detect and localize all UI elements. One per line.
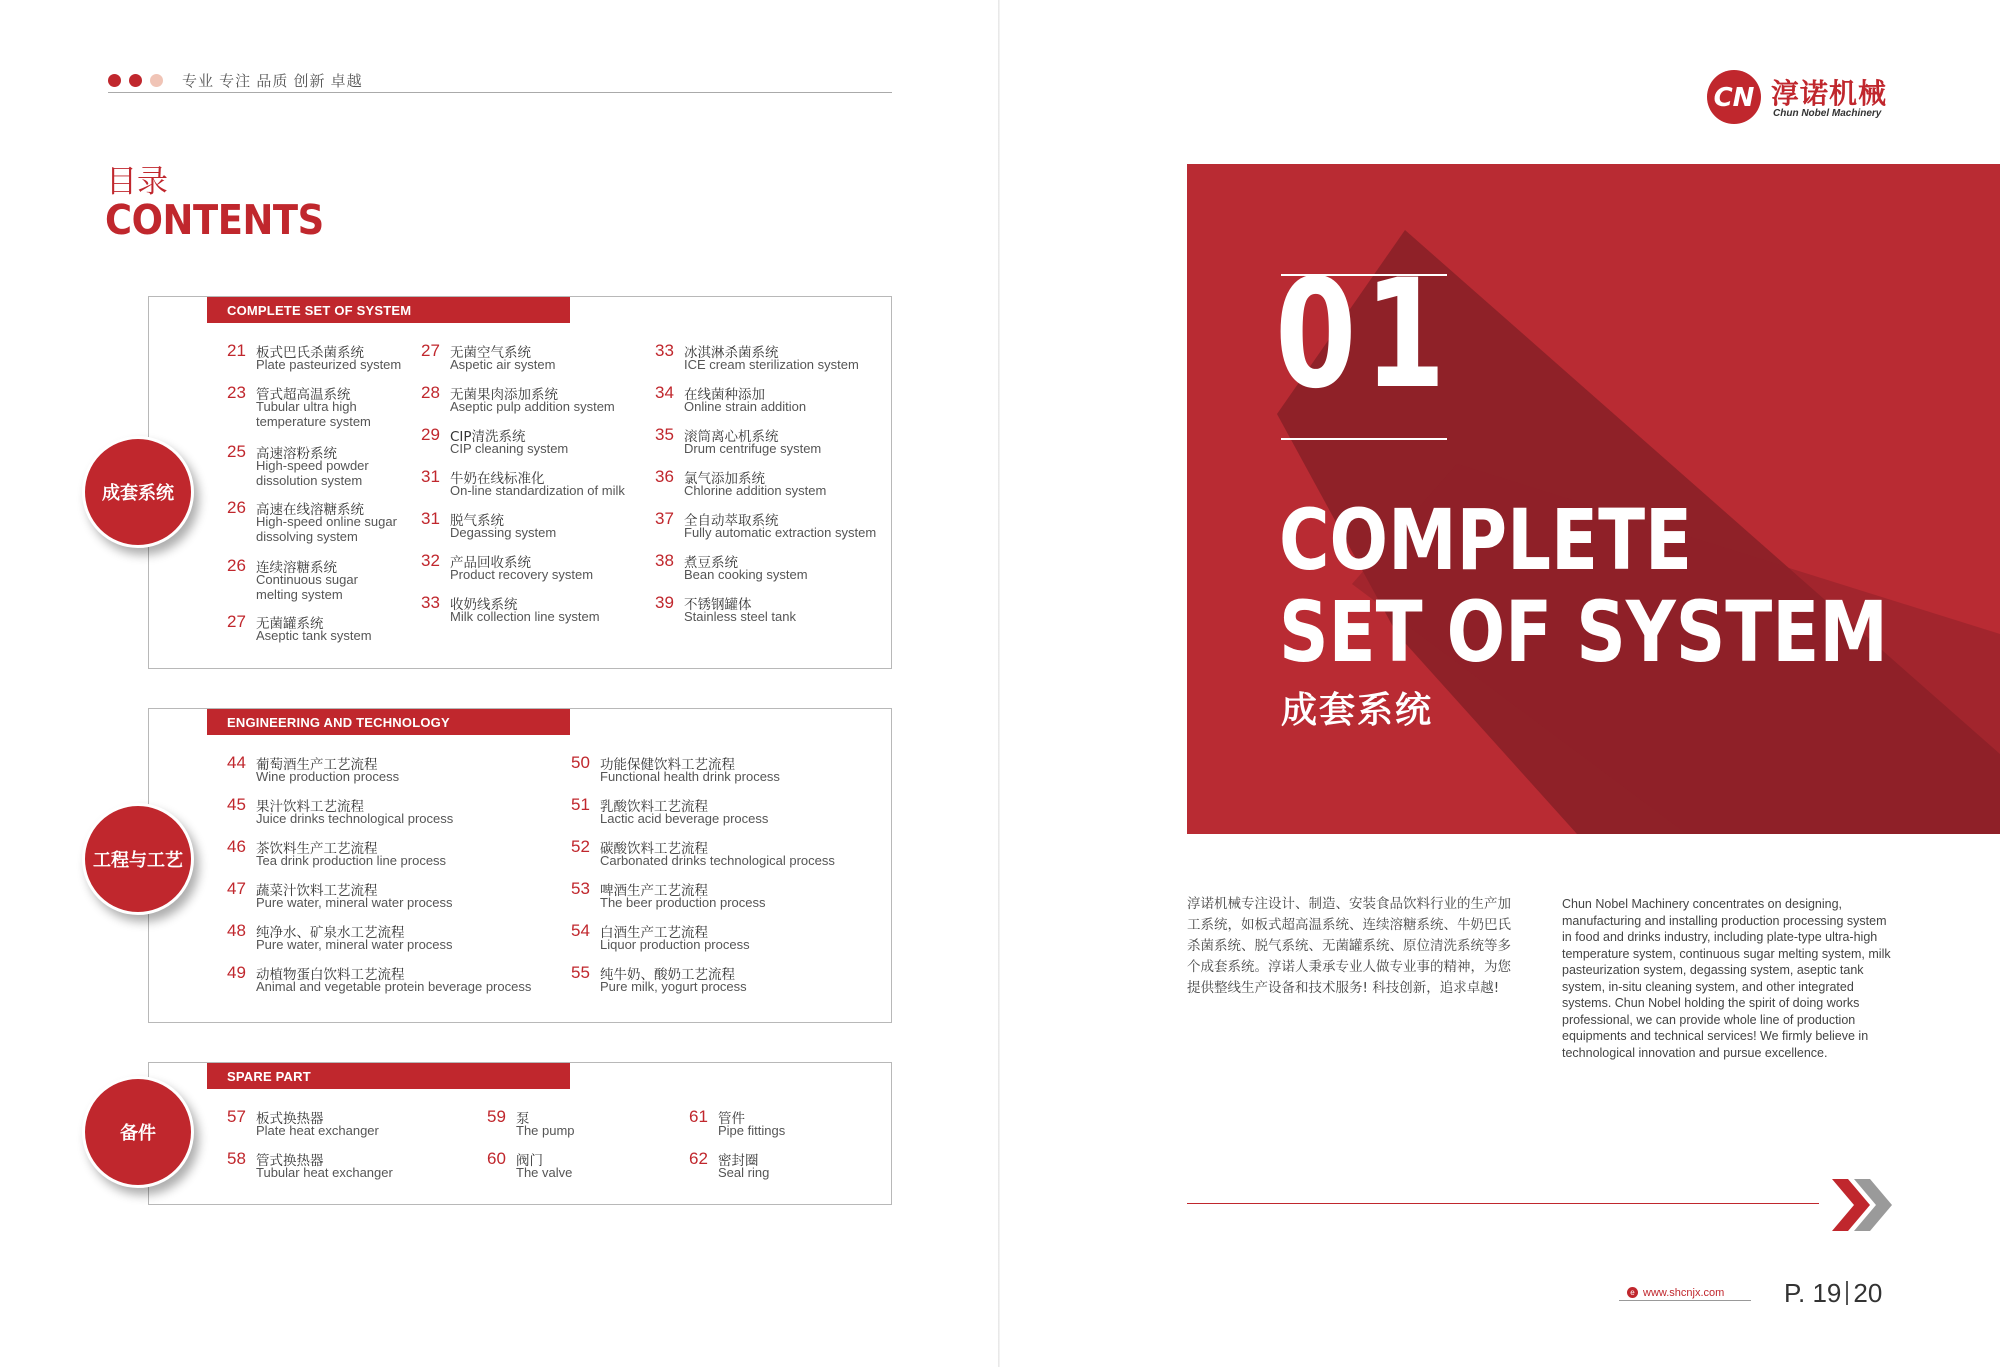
- toc-page-number: 21: [227, 341, 246, 360]
- toc-title-cn: 动植物蛋白饮料工艺流程: [256, 967, 405, 983]
- toc-page-number: 49: [227, 963, 246, 982]
- toc-page-number: 36: [655, 467, 674, 486]
- toc-title-en: Wine production process: [256, 769, 400, 784]
- toc-title-cn: 收奶线系统: [450, 597, 518, 613]
- toc-title-en: ICE cream sterilization system: [684, 357, 859, 372]
- toc-title-cn: 氯气添加系统: [684, 471, 765, 487]
- toc-title-en: Animal and vegetable protein beverage process: [256, 979, 532, 994]
- dot-1: [108, 74, 121, 87]
- toc-title-en: Carbonated drinks technological process: [600, 853, 835, 868]
- toc-title-cn: 在线菌种添加: [684, 387, 765, 403]
- toc-title-en: Drum centrifuge system: [684, 441, 822, 456]
- toc-page-number: 53: [571, 879, 590, 898]
- toc-title-cn: 管式换热器: [256, 1153, 324, 1169]
- toc-title-cn: 纯牛奶、酸奶工艺流程: [600, 967, 735, 983]
- footer-rule: [1187, 1203, 1819, 1204]
- toc-page-number: 34: [655, 383, 674, 402]
- toc-title-en: Tubular heat exchanger: [256, 1165, 393, 1180]
- toc-page-number: 61: [689, 1107, 708, 1126]
- section-spare-part: [148, 1062, 892, 1205]
- toc-page-number: 47: [227, 879, 246, 898]
- toc-title-cn: 泵: [516, 1111, 530, 1127]
- toc-page-number: 39: [655, 593, 674, 612]
- toc-title-en: High-speed online sugar dissolving system: [256, 514, 397, 544]
- toc-title-en: Lactic acid beverage process: [600, 811, 769, 826]
- toc-page-number: 50: [571, 753, 590, 772]
- toc-page-number: 27: [227, 612, 246, 631]
- toc-title-cn: 板式换热器: [256, 1111, 324, 1127]
- contents-title-cn: 目录: [106, 164, 168, 200]
- header-dots: [108, 74, 163, 87]
- toc-title-cn: 滚筒离心机系统: [684, 429, 779, 445]
- toc-page-number: 58: [227, 1149, 246, 1168]
- toc-page-number: 23: [227, 383, 246, 402]
- toc-title-cn: 高速溶粉系统: [256, 446, 337, 462]
- toc-title-en: Liquor production process: [600, 937, 750, 952]
- toc-page-number: 33: [655, 341, 674, 360]
- toc-page-number: 55: [571, 963, 590, 982]
- website-url-text: www.shcnjx.com: [1643, 1286, 1725, 1299]
- toc-title-cn: 管件: [718, 1111, 745, 1127]
- toc-title-cn: 乳酸饮料工艺流程: [600, 799, 708, 815]
- toc-page-number: 44: [227, 753, 246, 772]
- toc-title-cn: 冰淇淋杀菌系统: [684, 345, 779, 361]
- section-circle-spare-part: 备件: [82, 1076, 194, 1188]
- toc-title-en: Online strain addition: [684, 399, 807, 414]
- toc-title-cn: 煮豆系统: [684, 555, 738, 571]
- description-en: Chun Nobel Machinery concentrates on designing, manufacturing and installing production processing system in food and drinks industry, including plate-type ultra-high temperature system, continuous sugar melting system, milk pasteurization system, degassing system, aseptic tank system, in-situ cleaning system, and other integrated systems. Chun Nobel holding the spirit of doing works professional, we can provide whole line of production equipments and technical services! We firmly believe in technological innovation and pursue excellence.: [1562, 897, 1891, 1060]
- toc-title-cn: 阀门: [516, 1153, 543, 1169]
- contents-title-en: CONTENTS: [105, 196, 324, 244]
- page-right-number: 20: [1853, 1278, 1883, 1308]
- logo-mark-icon: [1705, 68, 1763, 126]
- toc-title-cn: 连续溶糖系统: [256, 560, 337, 576]
- toc-title-en: The pump: [516, 1123, 575, 1138]
- toc-page-number: 31: [421, 509, 440, 528]
- toc-page-number: 51: [571, 795, 590, 814]
- section-circle-complete-system: 成套系统: [82, 436, 194, 548]
- section-complete-system: [148, 296, 892, 669]
- toc-title-cn: 无菌罐系统: [256, 616, 324, 632]
- toc-title-cn: 果汁饮料工艺流程: [256, 799, 364, 815]
- section-tab: ENGINEERING AND TECHNOLOGY: [207, 709, 570, 735]
- toc-title-cn: 碳酸饮料工艺流程: [600, 841, 708, 857]
- toc-title-en: Aseptic pulp addition system: [450, 399, 615, 414]
- toc-title-en: Fully automatic extraction system: [684, 525, 877, 540]
- toc-title-en: Juice drinks technological process: [256, 811, 454, 826]
- section-engineering: [148, 708, 892, 1023]
- toc-title-en: Bean cooking system: [684, 567, 808, 582]
- toc-title-cn: 啤酒生产工艺流程: [600, 883, 708, 899]
- page-prefix: P.: [1784, 1278, 1806, 1308]
- toc-page-number: 62: [689, 1149, 708, 1168]
- toc-page-number: 38: [655, 551, 674, 570]
- dot-3: [150, 74, 163, 87]
- hero-rule-bottom: [1281, 438, 1447, 440]
- toc-title-cn: 白酒生产工艺流程: [600, 925, 708, 941]
- toc-page-number: 26: [227, 556, 246, 575]
- toc-page-number: 33: [421, 593, 440, 612]
- toc-title-cn: 纯净水、矿泉水工艺流程: [256, 925, 405, 941]
- logo-name-cn: 淳诺机械: [1771, 77, 1888, 110]
- hero-number: 01: [1275, 248, 1454, 422]
- toc-page-number: 26: [227, 498, 246, 517]
- toc-title-cn: 无菌空气系统: [450, 345, 531, 361]
- toc-title-en: Continuous sugar melting system: [256, 572, 358, 602]
- toc-title-cn: 全自动萃取系统: [684, 513, 779, 529]
- toc-page-number: 59: [487, 1107, 506, 1126]
- toc-title-cn: 板式巴氏杀菌系统: [256, 345, 364, 361]
- slogan: 专业 专注 品质 创新 卓越: [182, 73, 363, 90]
- toc-title-en: Aspetic air system: [450, 357, 556, 372]
- toc-title-en: Seal ring: [718, 1165, 770, 1180]
- toc-title-en: Pure water, mineral water process: [256, 937, 453, 952]
- toc-title-cn: CIP清洗系统: [450, 429, 526, 445]
- toc-page-number: 28: [421, 383, 440, 402]
- toc-title-cn: 无菌果肉添加系统: [450, 387, 558, 403]
- toc-title-en: Plate heat exchanger: [256, 1123, 379, 1138]
- section-circle-engineering: 工程与工艺: [82, 803, 194, 915]
- toc-title-en: Stainless steel tank: [684, 609, 797, 624]
- section-tab: COMPLETE SET OF SYSTEM: [207, 297, 570, 323]
- toc-title-en: Pure milk, yogurt process: [600, 979, 747, 994]
- dot-2: [129, 74, 142, 87]
- description-cn: 淳诺机械专注设计、制造、安装食品饮料行业的生产加工系统，如板式超高温系统、连续溶糖系统、牛奶巴氏杀菌系统、脱气系统、无菌罐系统、原位清洗系统等多个成套系统。淳诺人秉承专业人做专业事的精神，为您提供整线生产设备和技术服务! 科技创新，追求卓越!: [1187, 896, 1511, 996]
- toc-title-en: On-line standardization of milk: [450, 483, 625, 498]
- toc-title-cn: 脱气系统: [450, 513, 504, 529]
- toc-page-number: 25: [227, 442, 246, 461]
- toc-title-en: Milk collection line system: [450, 609, 600, 624]
- logo-mark-text: CN: [1713, 83, 1755, 113]
- toc-title-en: Pure water, mineral water process: [256, 895, 453, 910]
- toc-page-number: 60: [487, 1149, 506, 1168]
- toc-title-cn: 高速在线溶糖系统: [256, 502, 364, 518]
- hero-subtitle-cn: 成套系统: [1281, 690, 1434, 731]
- section-tab: SPARE PART: [207, 1063, 570, 1089]
- toc-title-en: Functional health drink process: [600, 769, 780, 784]
- toc-title-cn: 蔬菜汁饮料工艺流程: [256, 883, 378, 899]
- toc-title-cn: 不锈钢罐体: [684, 597, 752, 613]
- toc-title-cn: 葡萄酒生产工艺流程: [256, 757, 378, 773]
- double-chevron-right-icon: [1830, 1177, 1894, 1233]
- toc-page-number: 32: [421, 551, 440, 570]
- toc-title-cn: 茶饮料生产工艺流程: [256, 841, 378, 857]
- toc-title-en: Aseptic tank system: [256, 628, 372, 643]
- toc-page-number: 54: [571, 921, 590, 940]
- logo-name-en: Chun Nobel Machinery: [1773, 108, 1882, 119]
- header-rule: [108, 92, 892, 93]
- hero-banner: [1187, 164, 2000, 834]
- toc-page-number: 29: [421, 425, 440, 444]
- toc-page-number: 57: [227, 1107, 246, 1126]
- toc-title-en: Tubular ultra high temperature system: [256, 399, 371, 429]
- toc-page-number: 37: [655, 509, 674, 528]
- toc-page-number: 52: [571, 837, 590, 856]
- toc-title-en: Degassing system: [450, 525, 557, 540]
- company-logo: [1705, 68, 1895, 124]
- globe-icon: e: [1627, 1287, 1638, 1298]
- toc-title-cn: 功能保健饮料工艺流程: [600, 757, 735, 773]
- hero-title: COMPLETE SET OF SYSTEM: [1279, 491, 1888, 681]
- toc-title-en: CIP cleaning system: [450, 441, 569, 456]
- toc-page-number: 31: [421, 467, 440, 486]
- toc-page-number: 46: [227, 837, 246, 856]
- toc-title-en: Pipe fittings: [718, 1123, 786, 1138]
- toc-title-cn: 牛奶在线标准化: [450, 471, 545, 487]
- toc-title-en: Chlorine addition system: [684, 483, 827, 498]
- website-url[interactable]: [1619, 1281, 1751, 1301]
- toc-title-cn: 管式超高温系统: [256, 387, 351, 403]
- toc-page-number: 27: [421, 341, 440, 360]
- page-number: [1784, 1278, 1882, 1309]
- toc-title-en: Plate pasteurized system: [256, 357, 402, 372]
- toc-page-number: 35: [655, 425, 674, 444]
- toc-title-cn: 产品回收系统: [450, 555, 531, 571]
- toc-title-en: The beer production process: [600, 895, 766, 910]
- toc-title-en: High-speed powder dissolution system: [256, 458, 369, 488]
- toc-title-en: Product recovery system: [450, 567, 594, 582]
- page-left-number: 19: [1812, 1278, 1842, 1308]
- toc-title-en: Tea drink production line process: [256, 853, 447, 868]
- toc-page-number: 48: [227, 921, 246, 940]
- page-separator: [1846, 1281, 1848, 1305]
- toc-page-number: 45: [227, 795, 246, 814]
- toc-title-en: The valve: [516, 1165, 573, 1180]
- toc-title-cn: 密封圈: [718, 1153, 759, 1169]
